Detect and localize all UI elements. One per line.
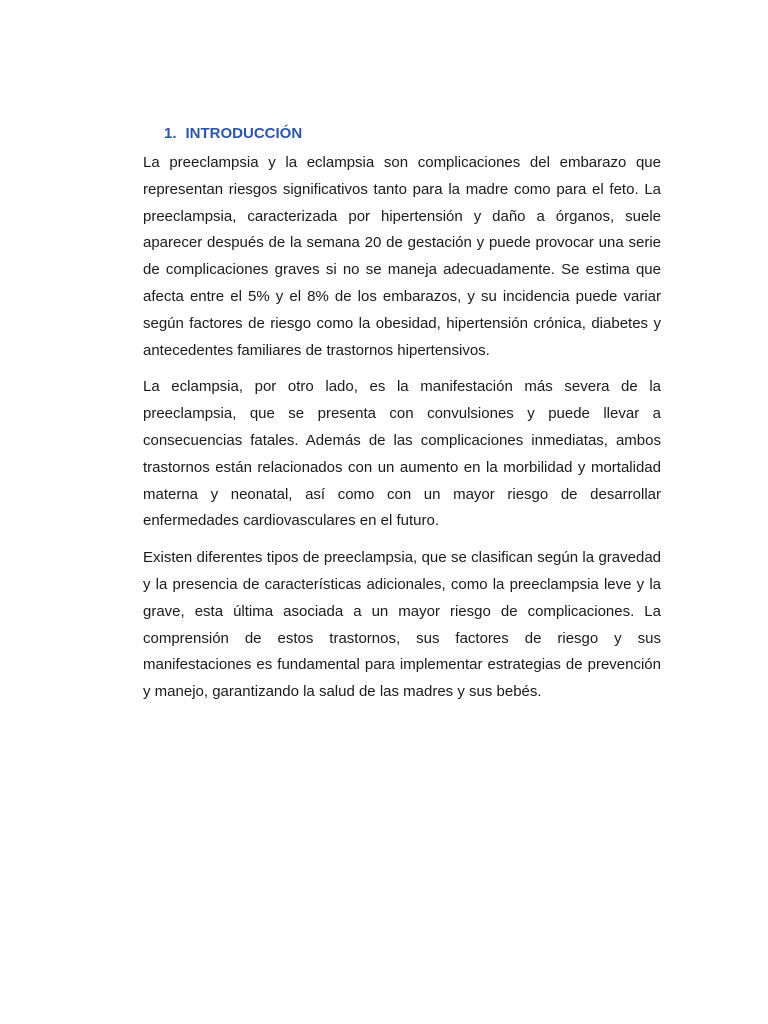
- document-body: [143, 123, 661, 716]
- paragraph-2: La eclampsia, por otro lado, es la manifestación más severa de la preeclampsia, que se presenta con convulsiones y puede llevar a consecuencias fatales. Además de las complicaciones inmediatas, ambos trastornos están relacionados con un aumento en la morbilidad y mortalidad materna y neonatal, así como con un mayor riesgo de desarrollar enfermedades cardiovasculares en el futuro.: [143, 378, 661, 530]
- paragraph-3: Existen diferentes tipos de preeclampsia, que se clasifican según la gravedad y la presencia de características adicionales, como la preeclampsia leve y la grave, esta última asociada a un mayor riesgo de complicaciones. La comprensión de estos trastornos, sus factores de riesgo y sus manifestaciones es fundamental para implementar estrategias de prevención y manejo, garantizando la salud de las madres y sus bebés.: [143, 549, 661, 701]
- section-title: INTRODUCCIÓN: [185, 125, 303, 142]
- section-heading: [164, 123, 661, 145]
- section-number: 1.: [164, 125, 177, 142]
- paragraph-1: La preeclampsia y la eclampsia son complicaciones del embarazo que representan riesgos significativos tanto para la madre como para el feto. La preeclampsia, caracterizada por hipertensión y daño a órganos, suele aparecer después de la semana 20 de gestación y puede provocar una serie de complicaciones graves si no se maneja adecuadamente. Se estima que afecta entre el 5% y el 8% de los embarazos, y su incidencia puede variar según factores de riesgo como la obesidad, hipertensión crónica, diabetes y antecedentes familiares de trastornos hipertensivos.: [143, 154, 661, 359]
